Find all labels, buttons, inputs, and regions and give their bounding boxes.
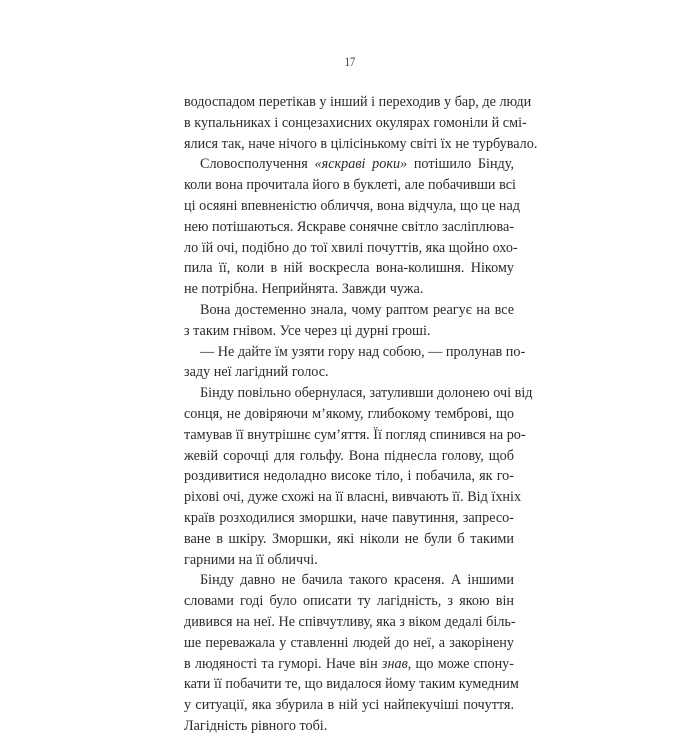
text-line: заду неї лагідний голос. (184, 364, 329, 381)
text-line: ці осяяні впевненістю обличчя, вона відчула, що це над (184, 197, 521, 214)
text-line: дивився на неї. Не співчутливу, яка з віком дедалі біль- (184, 613, 516, 630)
text-line: ване в шкіру. Зморшки, які ніколи не були б такими (184, 530, 514, 547)
text-line: ло їй очі, подібно до тої хвилі почуттів, яка щойно охо- (184, 239, 518, 256)
text-line: водоспадом перетікав у інший і переходив у бар, де люди (184, 94, 532, 110)
page-number: 17 (344, 54, 356, 69)
text-fragment: , що може спону- (407, 655, 514, 672)
text-line: словами годі було описати ту лагідність, з якою він (184, 593, 514, 610)
text-line: ше переважала у ставленні людей до неї, а закорінену (184, 634, 514, 651)
text-line: гарними на її обличчі. (184, 551, 318, 568)
text-line-with-italic (184, 654, 514, 675)
text-line: країв розходилися зморшки, наче павутиння, запресо- (184, 509, 514, 526)
text-line: жевій сорочці для гольфу. Вона піднесла голову, щоб (184, 447, 514, 464)
text-line: Бінду давно не бачила такого красеня. А іншими (200, 572, 514, 589)
text-line: — Не дайте їм узяти гору над собою, — пролунав по- (200, 343, 526, 360)
text-line: роздивитися недоладно високе тіло, і побачила, як го- (184, 468, 514, 485)
text-line: Вона достеменно знала, чому раптом реагує на все (200, 301, 514, 318)
text-line: кати її побачити те, що видалося йому таким кумедним (184, 676, 519, 693)
text-line: коли вона прочитала його в буклеті, але побачивши всі (184, 177, 516, 194)
text-line: ріхові очі, дуже схожі на її власні, вивчають її. Від їхніх (184, 489, 522, 506)
paragraph-2 (184, 154, 521, 300)
body-text (184, 92, 538, 737)
text-fragment: Словосполучення (200, 156, 315, 173)
text-line: пила її, коли в ній воскресла вона-колишня. Нікому (184, 260, 514, 277)
italic-phrase: «яскраві роки» (314, 156, 408, 173)
paragraph-3 (184, 300, 514, 342)
paragraph-6 (184, 570, 519, 736)
paragraph-1 (184, 92, 538, 154)
paragraph-5 (184, 383, 533, 570)
text-line: в купальниках і сонцезахисних окулярах гомоніли й смі- (184, 114, 527, 131)
text-fragment: потішило Бінду, (407, 156, 514, 173)
text-line: не потрібна. Неприйнята. Завжди чужа. (184, 281, 424, 298)
paragraph-4 (184, 342, 526, 384)
text-line: тамував її внутрішнє сум’яття. Її погляд спинився на ро- (184, 426, 526, 443)
text-line: у ситуації, яка збурила в ній усі найпекучіші почуття. (184, 697, 514, 714)
text-line: нею потішаються. Яскраве сонячне світло засліплюва- (184, 218, 515, 235)
text-line: ялися так, наче нічого в цілісінькому світі їх не турбувало. (184, 135, 538, 152)
text-line: Бінду повільно обернулася, затуливши долонею очі від (200, 385, 533, 402)
text-line: сонця, не довіряючи м’якому, глибокому темброві, що (184, 405, 514, 422)
text-line: з таким гнівом. Усе через ці дурні гроші. (184, 322, 431, 339)
text-fragment: в людяності та гуморі. Наче він (184, 655, 382, 672)
text-line: Лагідність рівного тобі. (184, 717, 328, 734)
italic-word: знав (381, 655, 408, 672)
text-line-with-italic (184, 154, 514, 175)
